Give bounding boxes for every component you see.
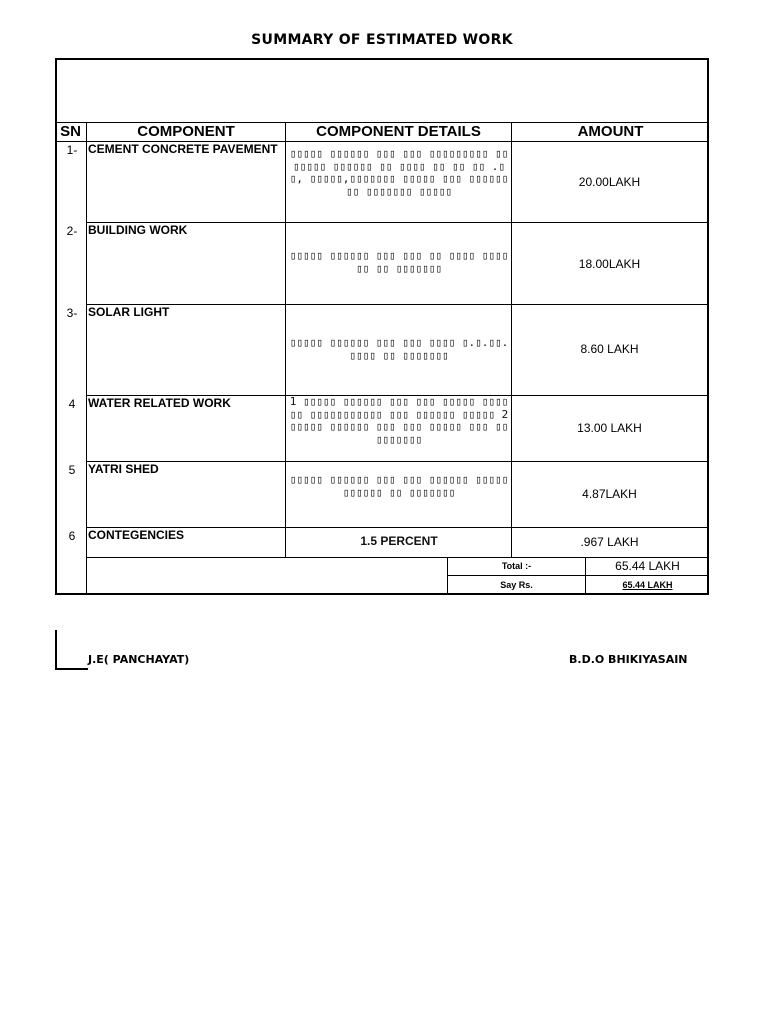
row-sn: 1- (66, 143, 78, 157)
grid-line (86, 122, 87, 595)
grid-line (448, 575, 709, 576)
grid-line (87, 557, 709, 558)
col-header-amount: AMOUNT (577, 123, 644, 140)
row-amount: 18.00LAKH (578, 257, 641, 271)
row-sn: 3- (66, 306, 78, 320)
row-details: 1 ▯▯▯▯▯ ▯▯▯▯▯▯ ▯▯▯ ▯▯▯ ▯▯▯▯▯ ▯▯▯▯ ▯▯ ▯▯▯▯▯▯▯▯▯▯▯ ▯▯▯ ▯▯▯▯▯▯ ▯▯▯▯▯ 2 ▯▯▯▯▯ ▯▯▯▯▯▯ ▯▯▯ ▯▯▯ ▯▯▯▯▯ ▯▯▯ ▯▯ ▯▯▯▯▯▯▯ (289, 396, 509, 446)
say-label: Say Rs. (500, 580, 533, 590)
row-details: ▯▯▯▯▯ ▯▯▯▯▯▯ ▯▯▯ ▯▯▯ ▯▯ ▯▯▯▯ ▯▯▯▯▯▯ ▯▯ ▯▯▯▯▯▯▯ (289, 249, 509, 275)
col-header-sn: SN (60, 123, 81, 140)
say-value: 65.44 LAKH (622, 580, 673, 590)
corner-mark (55, 668, 88, 670)
row-component: CEMENT CONCRETE PAVEMENT (88, 142, 278, 156)
row-component: WATER RELATED WORK (88, 396, 231, 410)
row-amount: 13.00 LAKH (577, 421, 642, 435)
row-details: ▯▯▯▯▯ ▯▯▯▯▯▯ ▯▯▯ ▯▯▯ ▯▯▯▯ ▯.▯.▯▯. ▯▯▯▯ ▯▯ ▯▯▯▯▯▯▯ (289, 336, 509, 362)
row-component: YATRI SHED (88, 462, 159, 476)
row-amount: 20.00LAKH (578, 175, 641, 189)
grid-line (87, 461, 709, 462)
total-value: 65.44 LAKH (615, 559, 680, 573)
row-component: CONTEGENCIES (88, 528, 185, 542)
row-component: BUILDING WORK (88, 223, 188, 237)
row-sn: 5 (68, 463, 76, 477)
row-sn: 4 (68, 397, 76, 411)
row-details: 1.5 PERCENT (360, 534, 438, 548)
total-label: Total :- (501, 561, 532, 571)
col-header-details: COMPONENT DETAILS (316, 123, 481, 140)
row-sn: 2- (66, 224, 78, 238)
row-sn: 6 (68, 529, 76, 543)
col-header-component: COMPONENT (137, 123, 235, 140)
row-amount: 8.60 LAKH (580, 342, 639, 356)
row-amount: 4.87LAKH (582, 487, 637, 501)
sheet-title: SUMMARY OF ESTIMATED WORK (251, 32, 513, 48)
grid-line (285, 122, 286, 557)
grid-line (87, 304, 709, 305)
signature-bdo: B.D.O BHIKIYASAIN (569, 653, 688, 666)
corner-mark (55, 630, 57, 670)
signature-je: J.E( PANCHAYAT) (88, 653, 190, 666)
row-component: SOLAR LIGHT (88, 305, 170, 319)
row-details: ▯▯▯▯▯ ▯▯▯▯▯▯ ▯▯▯ ▯▯▯ ▯▯▯▯▯▯ ▯▯▯▯▯▯▯▯▯▯▯ ▯▯ ▯▯▯▯▯▯▯ (289, 473, 509, 499)
row-details: ▯▯▯▯▯ ▯▯▯▯▯▯ ▯▯▯ ▯▯▯ ▯▯▯▯▯▯▯▯▯ ▯▯▯▯▯▯▯ ▯▯▯▯▯▯ ▯▯ ▯▯▯▯ ▯▯ ▯▯ ▯▯ .▯▯, ▯▯▯▯▯,▯▯▯▯▯▯▯ ▯▯▯▯▯ ▯▯▯ ▯▯▯▯▯▯ ▯▯ ▯▯▯▯▯▯▯ ▯▯▯▯▯ (289, 147, 509, 198)
row-amount: .967 LAKH (580, 535, 639, 549)
